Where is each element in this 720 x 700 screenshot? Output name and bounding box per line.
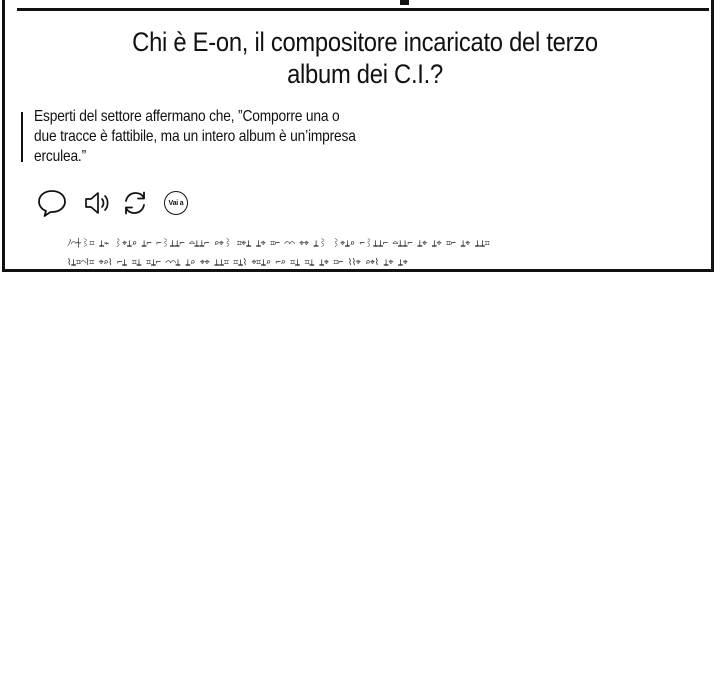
go-to-button[interactable] [161,188,191,218]
refresh-icon [121,189,149,217]
illegible-text-line-2: ⌇⍊⌗⌒⌇⌗ ⌖⌕⌇ ⌐⍊ ⌗⍊ ⌗⍊⌐ ⌒⌒⍊ ⍊⌕ ⌖⌖ ⍊⍊⌗ ⌗⍊⌇ ⌖⌗⍊⌕ ⌐⌕ ⌗⍊ ⌗⍊ ⍊⌖ ⌗⌐ ⌇⌇⌖ ⌕⌖⌇ ⍊⌖ ⍊⌖ [67,258,408,268]
comment-button[interactable] [37,188,67,218]
article-headline: Chi è E-on, il compositore incaricato del terzo album dei C.I.? [132,27,598,89]
news-panel [2,0,714,272]
quote-bar [21,112,23,162]
audio-button[interactable] [82,188,112,218]
top-divider-mark [400,0,409,5]
top-divider [17,8,709,11]
go-to-badge [164,191,188,215]
refresh-button[interactable] [120,188,150,218]
illegible-text-line-1: ﾉ⌒⍭⌇⌗ ⍊⌁ ⌇⌖⍊⌕ ⍊⌐ ⌐⌇⍊⍊⌐ ⌓⍊⍊⌐ ⌕⌖⌇ ⌗⌖⍊ ⍊⌖ ⌗⌐ ⌒⌒ ⌖⌖ ⍊⌇ ⌇⌖⍊⌕ ⌐⌇⍊⍊⌐ ⌓⍊⍊⌐ ⍊⌖ ⍊⌖ ⌗⌐ ⍊⌖ ⍊⍊⌗ [67,239,490,249]
comment-icon [37,188,67,218]
go-to-label: Vai a [168,199,184,207]
speaker-icon [83,189,111,217]
article-excerpt: Esperti del settore affermano che, ”Comporre una o due tracce è fattibile, ma un intero album è un’impresa erculea.” [34,108,356,165]
